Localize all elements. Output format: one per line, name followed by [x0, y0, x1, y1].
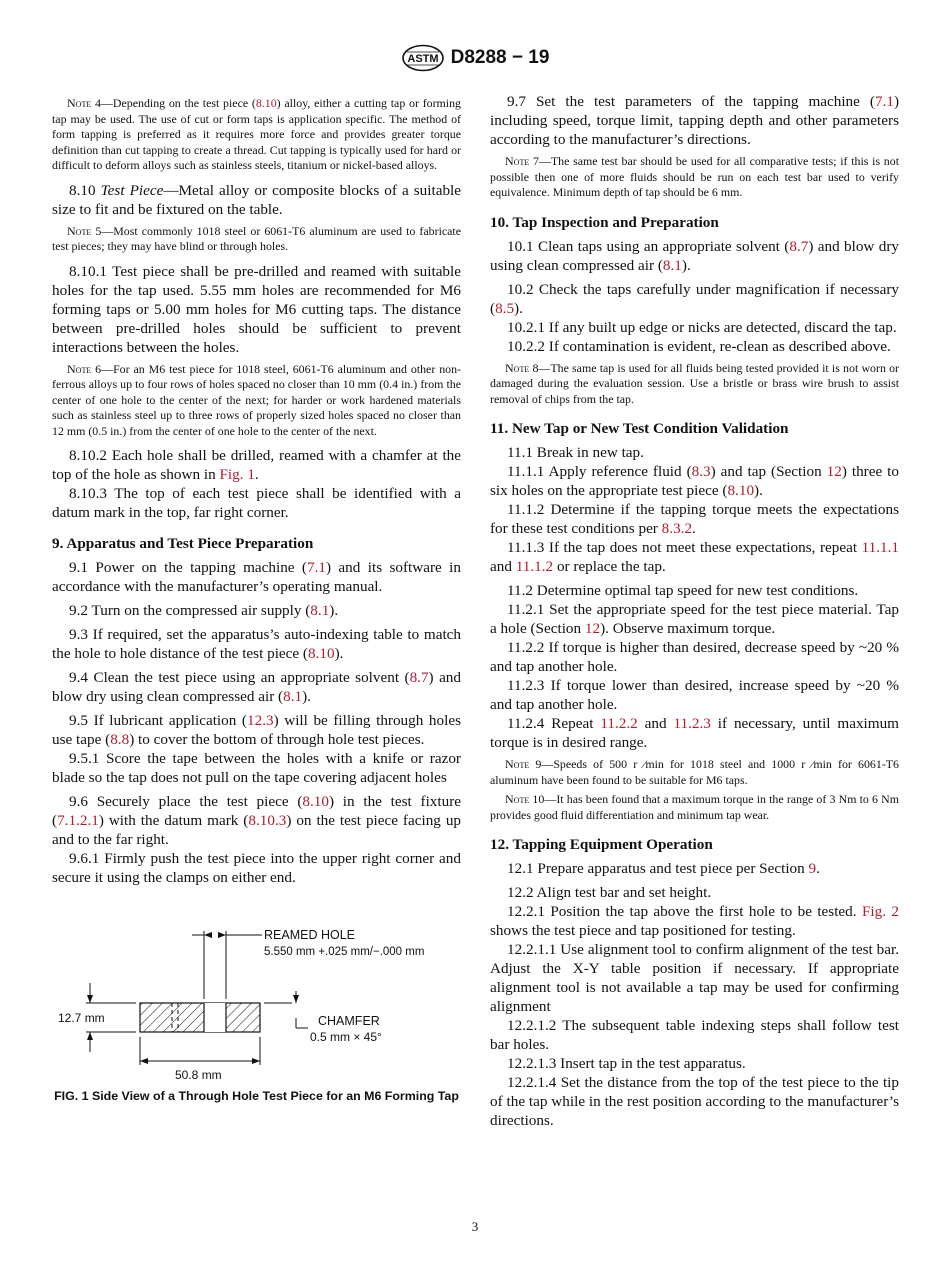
section-8-10-3: 8.10.3 The top of each test piece shall be identified with a datum mark in the top, far right corner.: [52, 485, 461, 521]
chamfer-label: CHAMFER: [318, 1014, 380, 1028]
height-label: 12.7 mm: [58, 1011, 105, 1025]
section-8-10-2: 8.10.2 Each hole shall be drilled, reamed with a chamfer at the top of the hole as shown in Fig. 1.: [52, 447, 461, 483]
section-9-5-1: 9.5.1 Score the tape between the holes with a knife or razor blade so the tap does not pull on the tape covering adjacent holes: [52, 750, 461, 786]
note-10: Note 10—It has been found that a maximum torque in the range of 3 Nm to 6 Nm provides good fluid differentiation and minimum tap wear.: [490, 792, 899, 822]
ref-link[interactable]: 8.7: [789, 237, 809, 255]
ref-link[interactable]: 11.1.1: [861, 539, 899, 556]
reamed-hole: [204, 1003, 226, 1032]
ref-link[interactable]: 8.10: [308, 645, 335, 662]
section-11-1: 11.1 Break in new tap.: [507, 444, 644, 461]
reamed-hole-dimension: 5.550 mm +.025 mm/−.000 mm: [264, 946, 425, 958]
section-8-10: 8.10 Test Piece—Metal alloy or composite blocks of a suitable size to fit and be fixtured on the table.: [52, 181, 461, 218]
ref-link[interactable]: 8.1: [662, 256, 682, 274]
ref-link[interactable]: Fig. 1: [219, 466, 255, 483]
heading-section-10: 10. Tap Inspection and Preparation: [490, 213, 719, 231]
page-header: [0, 44, 950, 72]
section-10-2-1: 10.2.1 If any built up edge or nicks are detected, discard the tap.: [507, 318, 897, 336]
section-12-2-1-1: 12.2.1.1 Use alignment tool to confirm alignment of the test bar. Adjust the X-Y table position if necessary. If appropriate alignment tool is not available a tap may be used for confirming alignment: [490, 941, 899, 1015]
section-11-1-2: 11.1.2 Determine if the tapping torque meets the expectations for these test conditions per 8.3.2.: [490, 501, 899, 537]
ref-link[interactable]: 8.10.3: [248, 812, 287, 829]
ref-link[interactable]: 12.3: [247, 712, 274, 729]
ref-link[interactable]: 11.2.2: [600, 715, 638, 732]
section-9-6-1: 9.6.1 Firmly push the test piece into the upper right corner and secure it using the clamps on either end.: [52, 850, 461, 886]
section-9-5: 9.5 If lubricant application (12.3) will be filling through holes use tape (8.8) to cover the bottom of through hole test pieces.: [52, 712, 461, 748]
figure-1-caption: FIG. 1 Side View of a Through Hole Test Piece for an M6 Forming Tap: [54, 1089, 459, 1103]
svg-text:ASTM: ASTM: [407, 53, 439, 65]
ref-link[interactable]: 8.10: [302, 793, 329, 810]
width-label: 50.8 mm: [175, 1068, 222, 1082]
section-9-4: 9.4 Clean the test piece using an appropriate solvent (8.7) and blow dry using clean compressed air (8.1).: [52, 669, 461, 705]
ref-link[interactable]: 12: [826, 463, 842, 480]
heading-section-11: 11. New Tap or New Test Condition Validation: [490, 420, 789, 437]
section-11-2: 11.2 Determine optimal tap speed for new test conditions.: [507, 582, 859, 599]
section-11-2-1: 11.2.1 Set the appropriate speed for the test piece material. Tap a hole (Section 12). Observe maximum torque.: [490, 601, 899, 637]
ref-link[interactable]: 8.10: [727, 482, 755, 499]
ref-link[interactable]: 8.5: [495, 299, 515, 317]
ref-link[interactable]: 8.1: [310, 602, 330, 619]
section-10-1: 10.1 Clean taps using an appropriate solvent (8.7) and blow dry using clean compressed air (8.1).: [490, 237, 900, 274]
ref-link[interactable]: 12: [584, 620, 601, 637]
section-12-2-1: 12.2.1 Position the tap above the first hole to be tested. Fig. 2 shows the test piece and tap positioned for testing.: [490, 903, 899, 939]
note-8: Note 8—The same tap is used for all fluids being tested provided it is not worn or damaged during the evaluation session. Use a bristle or brass wire brush to assist removal of chips from the tap.: [490, 360, 900, 406]
ref-link[interactable]: Fig. 2: [861, 903, 899, 920]
note-5: Note 5—Most commonly 1018 steel or 6061-T6 aluminum are used to fabricate test pieces; they may have blind or through holes.: [52, 223, 462, 253]
note-6: Note 6—For an M6 test piece for 1018 steel, 6061-T6 aluminum and other non-ferrous alloys up to four rows of holes spaced no closer than 10 mm (0.4 in.) from the center of one hole to the center of the next; for harder or work hardened materials such as stainless steel up to three rows of properly sized holes spaced no closer than 12 mm (0.5 in.) from the center of one hole to the center of the next.: [52, 361, 461, 438]
section-11-1-1: 11.1.1 Apply reference fluid (8.3) and tap (Section 12) three to six holes on the appropriate test piece (8.10).: [490, 463, 899, 499]
section-11-1-3: 11.1.3 If the tap does not meet these expectations, repeat 11.1.1 and 11.1.2 or replace the tap.: [490, 539, 899, 575]
ref-link[interactable]: 8.7: [409, 669, 429, 686]
section-12-2: 12.2 Align test bar and set height.: [507, 884, 712, 901]
right-column: [490, 92, 899, 1130]
ref-link[interactable]: 7.1: [306, 559, 326, 576]
section-10-2-2: 10.2.2 If contamination is evident, re-clean as described above.: [507, 337, 891, 355]
ref-link[interactable]: 9: [808, 860, 817, 877]
section-9-2: 9.2 Turn on the compressed air supply (8.1).: [69, 602, 339, 619]
figure-1-drawing: [52, 925, 461, 1085]
section-12-2-1-3: 12.2.1.3 Insert tap in the test apparatus.: [507, 1055, 746, 1072]
page-number: 3: [471, 1219, 479, 1234]
note-4: Note 4—Depending on the test piece (8.10) alloy, either a cutting tap or forming tap may be used. The use of cut or form taps is application specific. The method of form tapping is preferred as it requires more force and provides greater torque definition than cut tapping to create a thread. Cut tapping is typically used for hard or difficult to deform alloys such as stainless steels, titanium or nickel-based alloys.: [52, 96, 462, 172]
section-11-2-2: 11.2.2 If torque is higher than desired, decrease speed by ~20 % and tap another hole.: [490, 639, 899, 675]
standard-designation: D8288 − 19: [450, 47, 550, 68]
heading-section-12: 12. Tapping Equipment Operation: [490, 836, 713, 853]
section-9-1: 9.1 Power on the tapping machine (7.1) and its software in accordance with the manufacturer’s operating manual.: [52, 559, 461, 595]
section-12-2-1-2: 12.2.1.2 The subsequent table indexing steps shall follow test bar holes.: [490, 1017, 899, 1053]
ref-link[interactable]: 7.1.2.1: [57, 812, 99, 829]
section-9-3: 9.3 If required, set the apparatus’s auto-indexing table to match the hole to hole distance of the test piece (8.10).: [52, 626, 461, 662]
astm-logo-icon: [401, 44, 445, 72]
ref-link[interactable]: 8.3: [691, 463, 711, 480]
left-column: [52, 92, 461, 1104]
ref-link[interactable]: 11.1.2: [515, 558, 554, 575]
section-10-2: 10.2 Check the taps carefully under magnification if necessary (8.5).: [490, 280, 899, 317]
ref-link[interactable]: 11.2.3: [673, 715, 711, 732]
ref-link[interactable]: 8.10: [255, 96, 277, 110]
ref-link[interactable]: 8.1: [283, 688, 303, 705]
note-7: Note 7—The same test bar should be used for all comparative tests; if this is not possible then one of more fluids should be run on each test bar used to verify equivalence. Minimum depth of tap should be 6 mm.: [490, 154, 900, 199]
figure-1: [52, 925, 461, 1104]
chamfer-dimension: 0.5 mm × 45°: [310, 1030, 382, 1044]
ref-link[interactable]: 7.1: [874, 93, 894, 110]
section-12-1: 12.1 Prepare apparatus and test piece per Section 9.: [507, 860, 820, 877]
section-9-7: 9.7 Set the test parameters of the tapping machine (7.1) including speed, torque limit, tapping depth and other parameters according to the manufacturer’s directions.: [490, 93, 899, 148]
section-12-2-1-4: 12.2.1.4 Set the distance from the top of the test piece to the tip of the tap while in the rest position according to the manufacturer’s directions.: [490, 1074, 899, 1129]
section-11-2-4: 11.2.4 Repeat 11.2.2 and 11.2.3 if necessary, until maximum torque is in desired range.: [490, 715, 899, 751]
ref-link[interactable]: 8.8: [110, 731, 130, 748]
test-piece-block: [140, 1003, 260, 1032]
ref-link[interactable]: 8.3.2: [661, 520, 693, 537]
section-8-10-1: 8.10.1 Test piece shall be pre-drilled and reamed with suitable holes for the tap used. 5.55 mm holes are recommended for M6 forming taps or 5.00 mm holes for M6 cutting taps. The distance between pre-drilled holes should be sufficient to prevent interactions between the holes.: [52, 262, 461, 356]
section-9-6: 9.6 Securely place the test piece (8.10) in the test fixture (7.1.2.1) with the datum mark (8.10.3) on the test piece facing up and to the far right.: [52, 793, 462, 848]
reamed-hole-label: REAMED HOLE: [264, 928, 355, 942]
section-11-2-3: 11.2.3 If torque lower than desired, increase speed by ~20 % and tap another hole.: [490, 677, 899, 713]
note-9: Note 9—Speeds of 500 r ⁄min for 1018 steel and 1000 r ⁄min for 6061-T6 aluminum have been found to be suitable for M6 taps.: [490, 757, 899, 787]
heading-section-9: 9. Apparatus and Test Piece Preparation: [52, 535, 314, 552]
